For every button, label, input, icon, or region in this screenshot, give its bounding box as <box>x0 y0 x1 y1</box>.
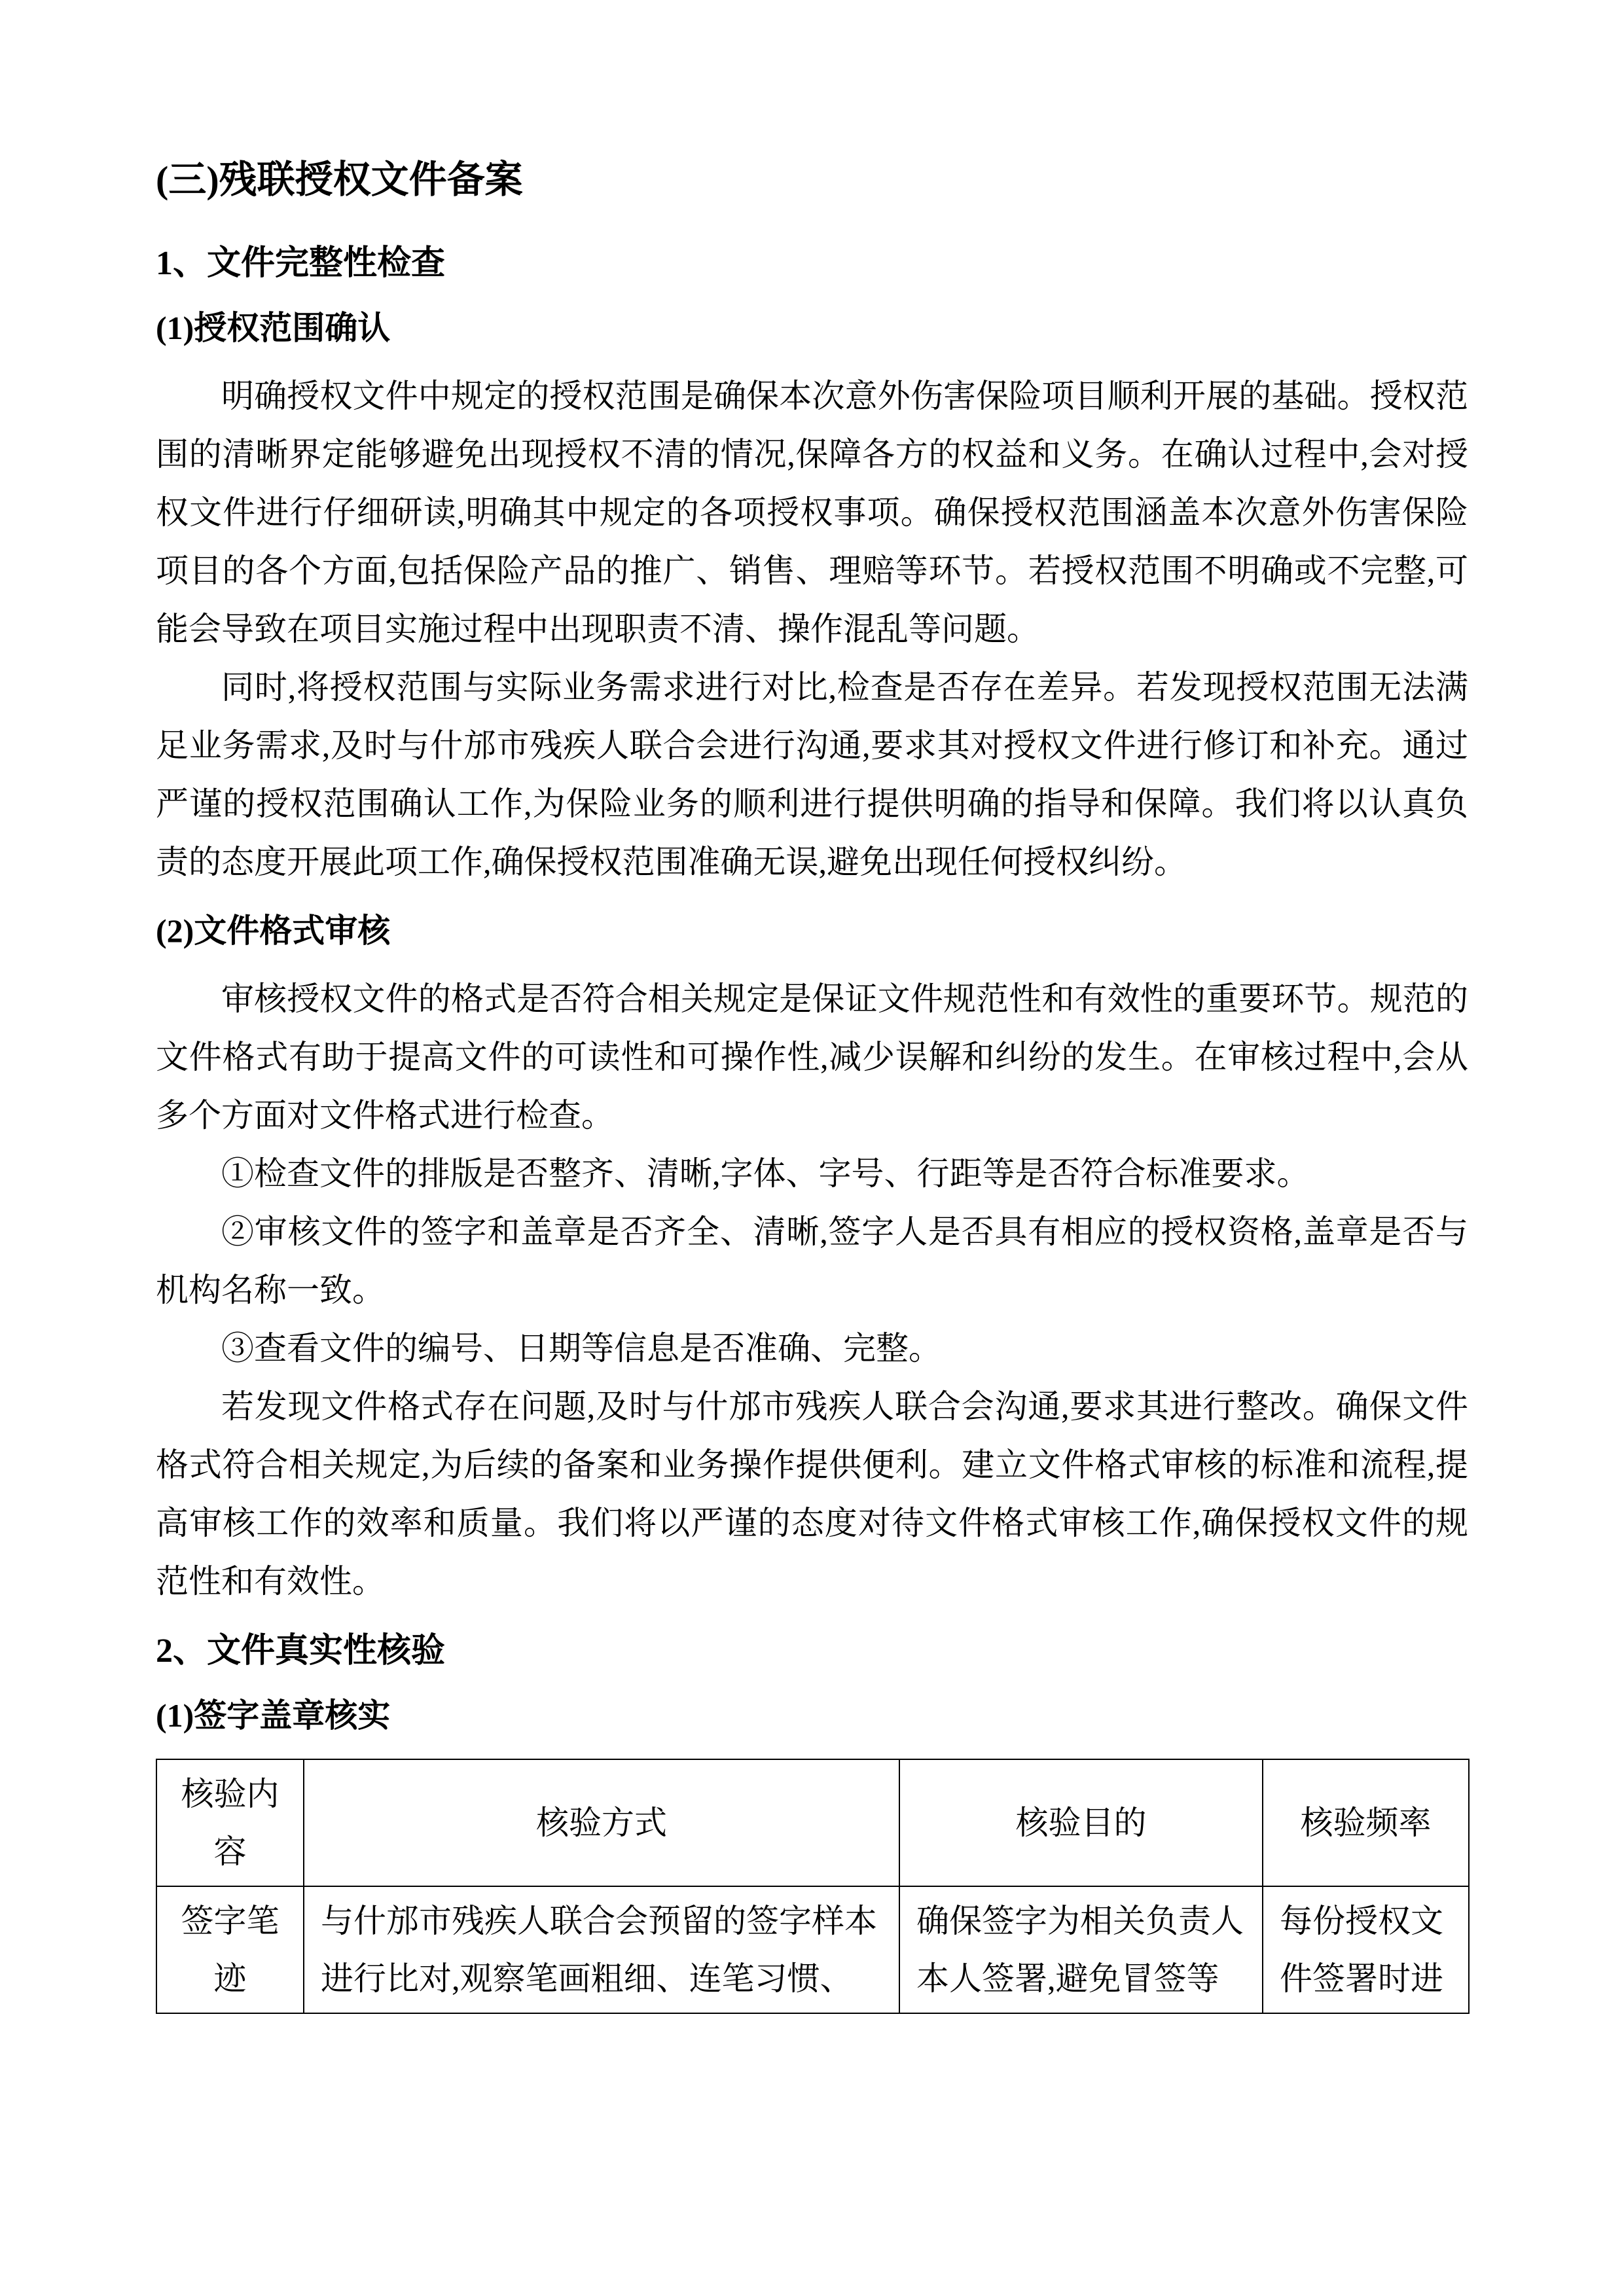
paragraph-authorization-scope-1: 明确授权文件中规定的授权范围是确保本次意外伤害保险项目顺利开展的基础。授权范围的清晰界定能够避免出现授权不清的情况,保障各方的权益和义务。在确认过程中,会对授权文件进行仔细研读,明确其中规定的各项授权事项。确保授权范围涵盖本次意外伤害保险项目的各个方面,包括保险产品的推广、销售、理赔等环节。若授权范围不明确或不完整,可能会导致在项目实施过程中出现职责不清、操作混乱等问题。 <box>156 378 1468 647</box>
paragraph-authorization-scope-2: 同时,将授权范围与实际业务需求进行对比,检查是否存在差异。若发现授权范围无法满足业务需求,及时与什邡市残疾人联合会进行沟通,要求其对授权文件进行修订和补充。通过严谨的授权范围确认工作,为保险业务的顺利进行提供明确的指导和保障。我们将以认真负责的态度开展此项工作,确保授权范围准确无误,避免出现任何授权纠纷。 <box>156 669 1468 880</box>
table-header-purpose: 核验目的 <box>899 1759 1263 1886</box>
list-item-3: ③查看文件的编号、日期等信息是否准确、完整。 <box>221 1330 941 1367</box>
doc-title: (三)残联授权文件备案 <box>156 158 523 201</box>
heading-section-1-1: (1)授权范围确认 <box>156 310 391 346</box>
list-item-1: ①检查文件的排版是否整齐、清晰,字体、字号、行距等是否符合标准要求。 <box>221 1155 1310 1192</box>
table-row <box>156 1886 1469 2013</box>
table-header-frequency: 核验频率 <box>1263 1759 1469 1886</box>
table-cell-purpose: 确保签字为相关负责人本人签署,避免冒签等 <box>899 1886 1263 2013</box>
table-header-method: 核验方式 <box>304 1759 899 1886</box>
table-cell-frequency: 每份授权文件签署时进 <box>1263 1886 1469 2013</box>
paragraph-format-review-1: 审核授权文件的格式是否符合相关规定是保证文件规范性和有效性的重要环节。规范的文件格式有助于提高文件的可读性和可操作性,减少误解和纠纷的发生。在审核过程中,会从多个方面对文件格式进行检查。 <box>156 980 1468 1134</box>
paragraph-format-review-2: 若发现文件格式存在问题,及时与什邡市残疾人联合会沟通,要求其进行整改。确保文件格式符合相关规定,为后续的备案和业务操作提供便利。建立文件格式审核的标准和流程,提高审核工作的效率和质量。我们将以严谨的态度对待文件格式审核工作,确保授权文件的规范性和有效性。 <box>156 1388 1468 1600</box>
heading-section-2-1: (1)签字盖章核实 <box>156 1697 391 1734</box>
heading-section-1: 1、文件完整性检查 <box>156 245 446 282</box>
table-header-row <box>156 1759 1469 1886</box>
verification-table <box>156 1759 1470 2014</box>
table-header-content: 核验内容 <box>156 1759 304 1886</box>
table-cell-method: 与什邡市残疾人联合会预留的签字样本进行比对,观察笔画粗细、连笔习惯、 <box>304 1886 899 2013</box>
table-cell-content: 签字笔迹 <box>156 1886 304 2013</box>
heading-section-1-2: (2)文件格式审核 <box>156 912 391 949</box>
heading-section-2: 2、文件真实性核验 <box>156 1632 446 1670</box>
list-item-2: ②审核文件的签字和盖章是否齐全、清晰,签字人是否具有相应的授权资格,盖章是否与机构名称一致。 <box>156 1213 1468 1308</box>
